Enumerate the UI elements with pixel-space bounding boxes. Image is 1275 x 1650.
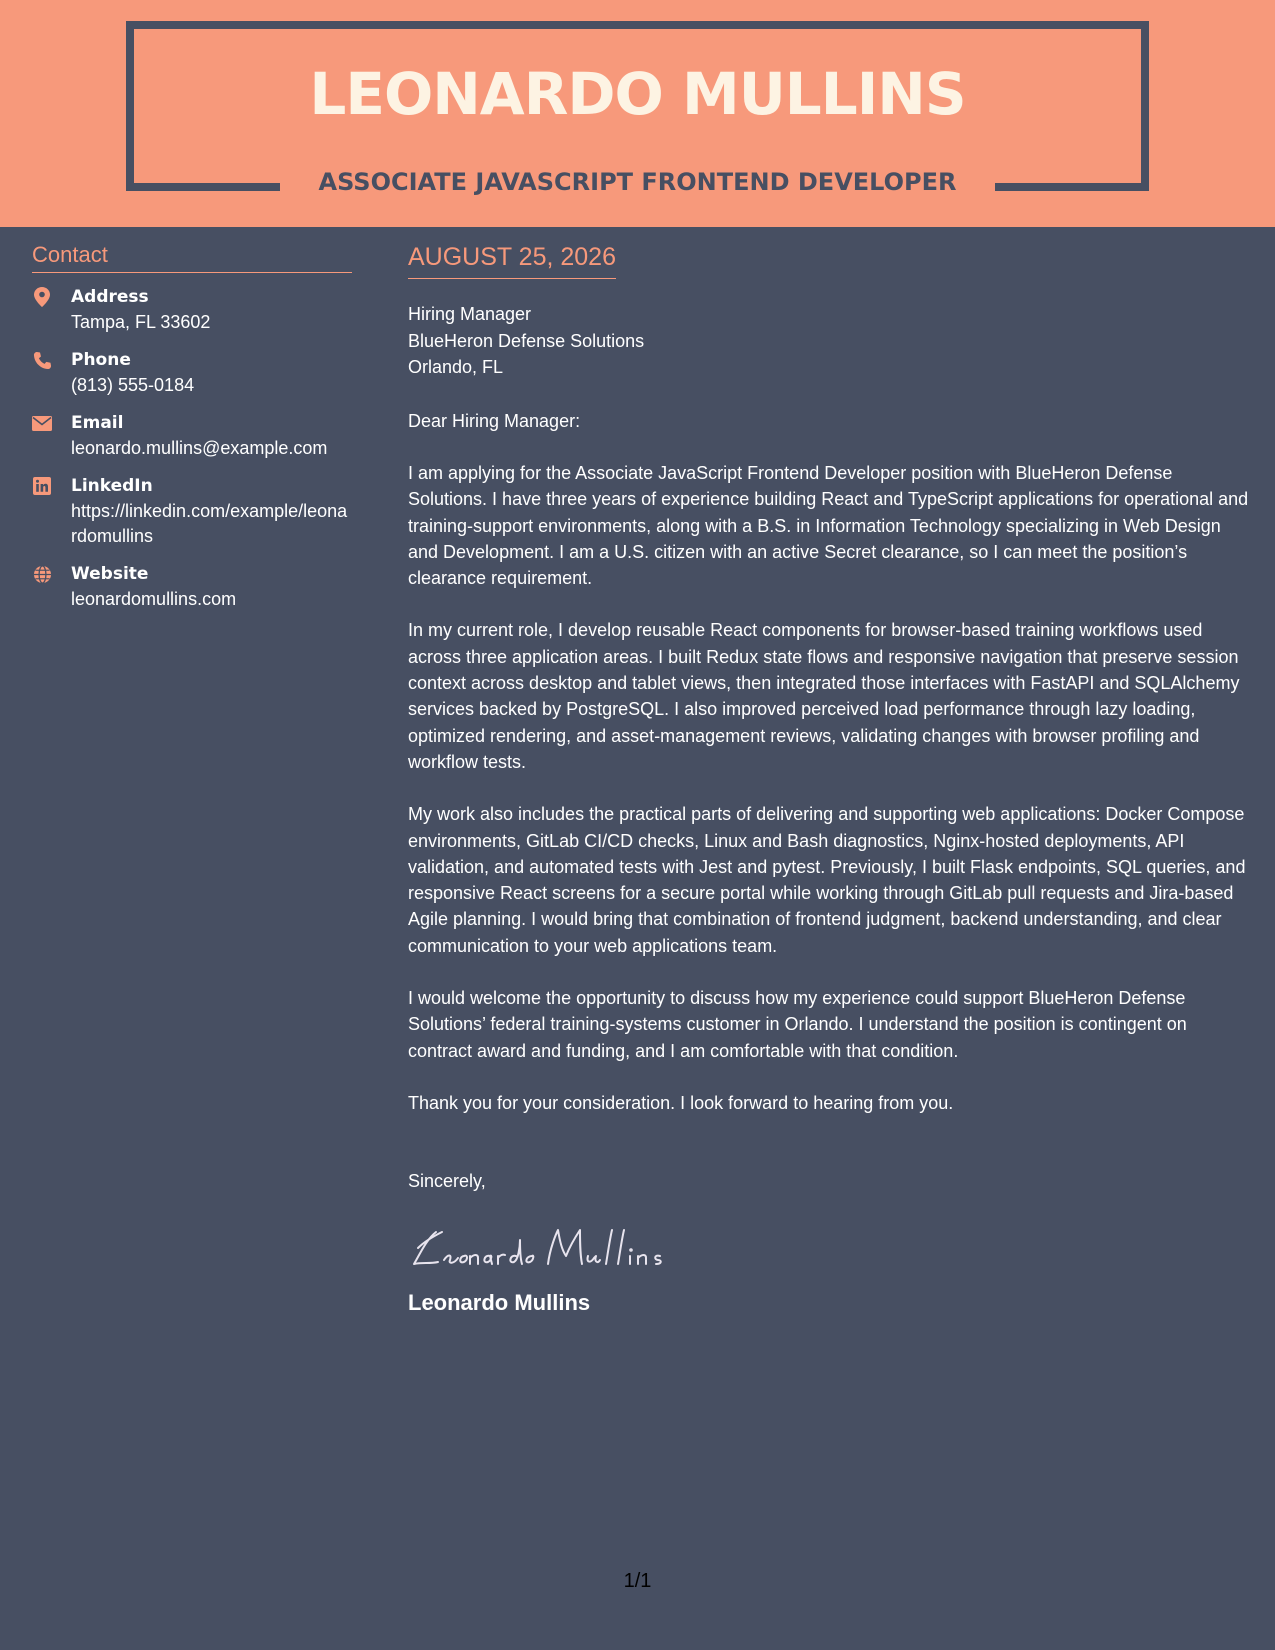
linkedin-icon [32, 476, 52, 496]
job-title-wrap [280, 160, 995, 208]
address-value: Tampa, FL 33602 [71, 312, 211, 332]
letter-paragraph: My work also includes the practical parts of delivering and supporting web applications: Docker Compose environments, GitLab CI/CD checks, Linux and Bash diagnostics, Nginx-hosted deployments, API validation, and automated tests with Jest and pytest. Previously, I built Flask endpoints, SQL queries, and responsive React screens for a secure portal while working through GitLab pull requests and Jira-based Agile planning. I would bring that combination of frontend judgment, backend understanding, and clear communication to your web applications team. [408, 804, 1246, 956]
contact-item-address [32, 285, 352, 335]
letter-paragraph: I am applying for the Associate JavaScript Frontend Developer position with BlueHeron Defense Solutions. I have three years of experience building React and TypeScript applications for operational and training-support environments, along with a B.S. in Information Technology specializing in Web Design and Development. I am a U.S. citizen with an active Secret clearance, so I can meet the position’s clearance requirement. [408, 463, 1249, 589]
letter-paragraph: In my current role, I develop reusable React components for browser-based training workflows used across three application areas. I built Redux state flows and responsive navigation that preserve session context across desktop and tablet views, then integrated those interfaces with FastAPI and SQLAlchemy services backed by PostgreSQL. I also improved perceived load performance through lazy loading, optimized rendering, and asset-management reviews, validating changes with browser profiling and workflow tests. [408, 620, 1240, 772]
contact-label: Address [71, 287, 149, 307]
handwritten-signature [408, 1218, 1250, 1278]
signer-name: Leonardo Mullins [408, 1290, 591, 1316]
contact-label: Phone [71, 350, 131, 370]
contact-label: Email [71, 413, 124, 433]
phone-icon [32, 350, 52, 370]
letter-date: AUGUST 25, 2026 [408, 243, 616, 279]
linkedin-value[interactable]: https://linkedin.com/example/leonardomullins [71, 501, 348, 546]
envelope-icon [32, 413, 52, 433]
job-title: ASSOCIATE JAVASCRIPT FRONTEND DEVELOPER [318, 168, 957, 196]
contact-item-phone [32, 348, 352, 398]
applicant-name: LEONARDO MULLINS [309, 60, 966, 128]
recipient-line: Hiring Manager [408, 304, 532, 324]
recipient-block [408, 301, 1250, 381]
header-banner [0, 0, 1275, 227]
contact-item-email [32, 411, 352, 461]
contact-heading: Contact [32, 242, 352, 273]
map-pin-icon [32, 287, 52, 307]
email-value[interactable]: leonardo.mullins@example.com [71, 438, 328, 458]
contact-label: LinkedIn [71, 476, 153, 496]
globe-icon [32, 564, 52, 584]
letter-paragraph: I would welcome the opportunity to discuss how my experience could support BlueHeron Defense Solutions’ federal training-systems customer in Orlando. I understand the position is contingent on contract award and funding, and I am comfortable with that condition. [408, 988, 1187, 1061]
contact-item-website [32, 562, 352, 612]
recipient-line: BlueHeron Defense Solutions [408, 330, 645, 351]
closing: Sincerely, [408, 1171, 486, 1192]
recipient-line: Orlando, FL [408, 357, 504, 377]
contact-item-linkedin [32, 474, 352, 549]
website-value[interactable]: leonardomullins.com [71, 589, 237, 609]
letter-paragraph: Thank you for your consideration. I look forward to hearing from you. [408, 1092, 954, 1113]
phone-value: (813) 555-0184 [71, 375, 195, 395]
letter-body [408, 243, 1250, 1316]
salutation: Dear Hiring Manager: [408, 410, 581, 431]
contact-label: Website [71, 564, 149, 584]
contact-list [32, 285, 352, 612]
page-number: 1/1 [623, 1570, 652, 1592]
contact-sidebar [32, 242, 352, 625]
